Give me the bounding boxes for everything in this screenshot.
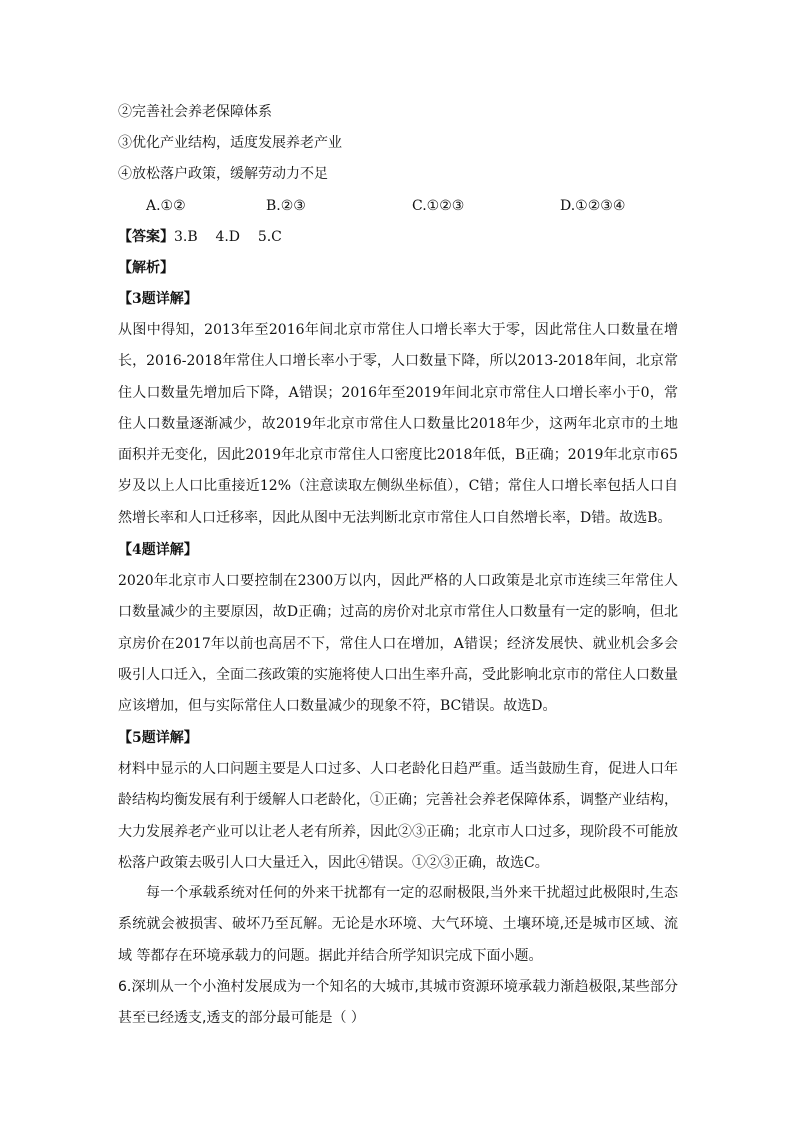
choice-a: A.①② — [146, 198, 186, 214]
q4-heading: 【4题详解】 — [118, 542, 198, 558]
q4-explanation: 2020年北京市人口要控制在2300万以内，因此严格的人口政策是北京市连续三年常住人口数量减少的主要原因，故D正确；过高的房价对北京市常住人口数量有一定的影响，但北京房价在2017年以前也高居不下，常住人口在增加，A错误；经济发展快、就业机会多会吸引人口迁入，全面二孩政策的实施将使人口出生率升高，受此影响北京市的常住人口数量应该增加，但与实际常住人口数量减少的现象不符，BC错误。故选D。 — [118, 573, 678, 715]
q5-heading: 【5题详解】 — [118, 730, 198, 746]
answer-values: 3.B 4.D 5.C — [174, 229, 282, 245]
answer-label: 【答案】 — [118, 229, 174, 245]
q3-heading: 【3题详解】 — [118, 291, 198, 307]
choice-d: D.①②③④ — [560, 198, 626, 214]
choice-b: B.②③ — [266, 198, 306, 214]
option-item-2: ②完善社会养老保障体系 — [118, 104, 272, 120]
q5-explanation: 材料中显示的人口问题主要是人口过多、人口老龄化日趋严重。适当鼓励生育，促进人口年龄结构均衡发展有利于缓解人口老龄化，①正确；完善社会养老保障体系，调整产业结构，大力发展养老产业可以让老人老有所养，因此②③正确；北京市人口过多，现阶段不可能放松落户政策去吸引人口大量迁入，因此④错误。①②③正确，故选C。 — [118, 761, 678, 871]
material-passage: 每一个承载系统对任何的外来干扰都有一定的忍耐极限,当外来干扰超过此极限时,生态系统就会被损害、破坏乃至瓦解。无论是水环境、大气环境、土壤环境,还是城市区域、流域 等都存在环境承载力的问题。据此并结合所学知识完成下面小题。 — [118, 885, 678, 964]
answer-line — [118, 227, 282, 247]
question-6: 6.深圳从一个小渔村发展成为一个知名的大城市,其城市资源环境承载力渐趋极限,某些部分甚至已经透支,透支的部分最可能是（ ） — [118, 979, 678, 1027]
option-item-3: ③优化产业结构，适度发展养老产业 — [118, 135, 342, 151]
choice-c: C.①②③ — [412, 198, 465, 214]
option-item-4: ④放松落户政策，缓解劳动力不足 — [118, 166, 328, 182]
q3-explanation: 从图中得知，2013年至2016年间北京市常住人口增长率大于零，因此常住人口数量在增长，2016-2018年常住人口增长率小于零，人口数量下降，所以2013-2018年间，北京常住人口数量先增加后下降，A错误；2016年至2019年间北京市常住人口增长率小于0，常住人口数量逐渐减少，故2019年北京市常住人口数量比2018年少，这两年北京市的土地面积并无变化，因此2019年北京市常住人口密度比2018年低，B正确；2019年北京市65岁及以上人口比重接近12%（注意读取左侧纵坐标值），C错；常住人口增长率包括人口自然增长率和人口迁移率，因此从图中无法判断北京市常住人口自然增长率，D错。故选B。 — [118, 322, 678, 526]
analysis-heading: 【解析】 — [118, 260, 174, 276]
